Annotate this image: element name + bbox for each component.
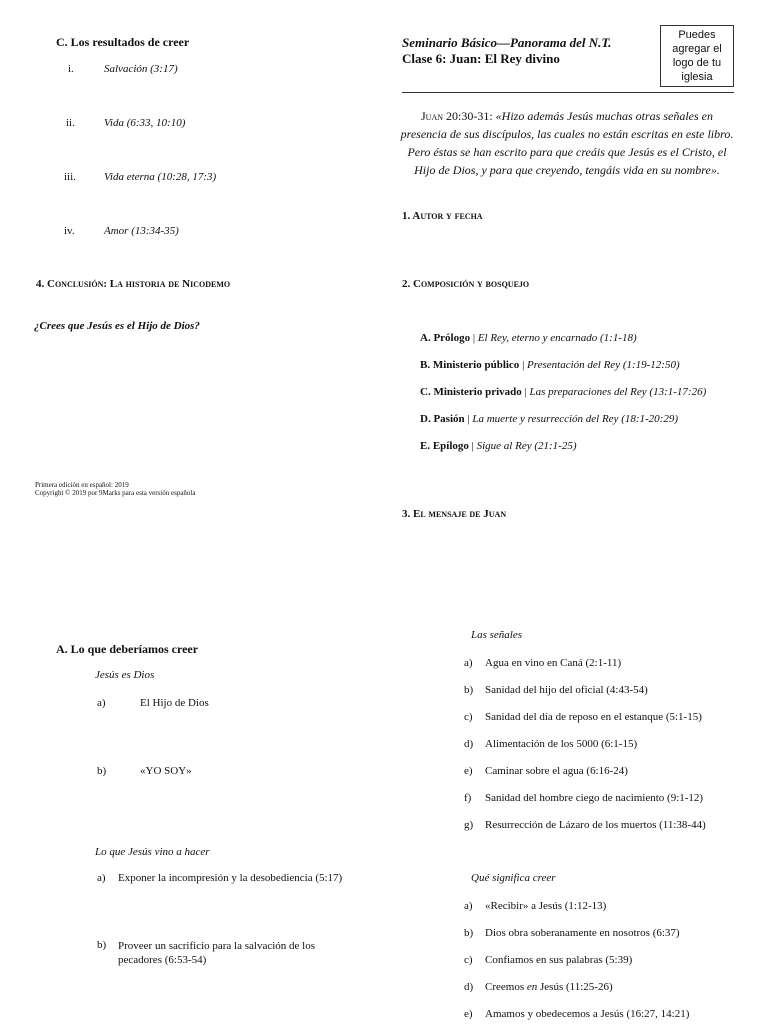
list-letter: a): [464, 657, 473, 669]
section-1-title: 1. Autor y fecha: [402, 210, 483, 222]
header-rule: [402, 92, 734, 93]
list-item: [485, 981, 613, 993]
list-item: Exponer la incompresión y la desobediencia (5:17): [118, 872, 343, 884]
nicodemus-question: ¿Crees que Jesús es el Hijo de Dios?: [34, 320, 200, 332]
list-letter: a): [97, 872, 106, 884]
list-letter: a): [97, 697, 106, 709]
class-title: Clase 6: Juan: El Rey divino: [402, 51, 560, 66]
list-item: Amamos y obedecemos a Jesús (16:27, 14:21): [485, 1008, 690, 1020]
section-3-title: 3. El mensaje de Juan: [402, 508, 507, 520]
list-item: Resurrección de Lázaro de los muertos (11:38-44): [485, 819, 706, 831]
list-letter: e): [464, 1008, 473, 1020]
list-item: Proveer un sacrificio para la salvación de los pecadores (6:53-54): [118, 940, 316, 966]
outline-label: C. Ministerio privado: [420, 386, 522, 398]
list-item: Sanidad del día de reposo en el estanque (5:1-15): [485, 711, 702, 723]
list-item: Confiamos en sus palabras (5:39): [485, 954, 633, 966]
result-text: Salvación (3:17): [104, 63, 178, 75]
outline-separator: |: [464, 413, 473, 425]
outline-item: [420, 359, 680, 371]
subheading-jesus-es-dios: Jesús es Dios: [95, 669, 155, 681]
list-letter: d): [464, 738, 474, 750]
result-num: ii.: [66, 117, 75, 129]
list-item-emphasis: en: [526, 981, 538, 993]
list-item-pre: Creemos: [485, 981, 527, 993]
list-item-post: Jesús (11:25-26): [537, 981, 613, 993]
list-item: «YO SOY»: [140, 765, 192, 777]
outline-text: Las preparaciones del Rey (13:1-17:26): [529, 386, 707, 398]
result-text: Vida (6:33, 10:10): [104, 117, 186, 129]
list-letter: a): [464, 900, 473, 912]
list-item: El Hijo de Dios: [140, 697, 209, 709]
result-num: i.: [68, 63, 74, 75]
logo-placeholder-box: [660, 25, 734, 87]
list-letter: f): [464, 792, 472, 804]
result-num: iv.: [64, 225, 75, 237]
list-item: Agua en vino en Caná (2:1-11): [485, 657, 622, 669]
result-num: iii.: [64, 171, 76, 183]
list-item: Dios obra soberanamente en nosotros (6:37): [485, 927, 680, 939]
outline-item: [420, 332, 637, 344]
outline-item: [420, 386, 706, 398]
list-letter: b): [97, 939, 107, 951]
outline-separator: |: [470, 332, 478, 344]
section-a-title: A. Lo que deberíamos creer: [56, 642, 199, 656]
outline-text: La muerte y resurrección del Rey (18:1-20:29): [472, 413, 679, 425]
subheading-vino-a-hacer: Lo que Jesús vino a hacer: [95, 846, 210, 858]
outline-text: Sigue al Rey (21:1-25): [476, 440, 577, 452]
list-letter: c): [464, 711, 473, 723]
list-letter: e): [464, 765, 473, 777]
outline-label: E. Epílogo: [420, 440, 469, 452]
key-verse-text: «Hizo además Jesús muchas otras señales en presencia de sus discípulos, las cuales no están escritas en este libro. Pero éstas se han escrito para que creáis que Jesús es el Cristo, el Hijo de Dios, y para que creyendo, tengáis vida en su nombre».: [400, 109, 734, 177]
series-title: Seminario Básico—Panorama del N.T.: [402, 35, 612, 50]
key-verse: [398, 107, 736, 179]
outline-item: [420, 413, 678, 425]
outline-label: B. Ministerio público: [420, 359, 520, 371]
conclusion-title: 4. Conclusión: La historia de Nicodemo: [36, 278, 231, 290]
list-letter: g): [464, 819, 474, 831]
result-text: Amor (13:34-35): [104, 225, 179, 237]
outline-separator: |: [519, 359, 528, 371]
list-item: Sanidad del hijo del oficial (4:43-54): [485, 684, 648, 696]
outline-separator: |: [468, 440, 477, 452]
outline-text: Presentación del Rey (1:19-12:50): [527, 359, 680, 371]
section-c-title: C. Los resultados de creer: [56, 35, 190, 49]
list-item: Alimentación de los 5000 (6:1-15): [485, 738, 638, 750]
outline-text: El Rey, eterno y encarnado (1:1-18): [477, 332, 637, 344]
copyright-note: Copyright © 2019 por 9Marks para esta versión española: [35, 489, 196, 497]
list-item: Sanidad del hombre ciego de nacimiento (9:1-12): [485, 792, 704, 804]
outline-item: [420, 440, 577, 452]
subheading-senales: Las señales: [471, 629, 523, 641]
list-letter: c): [464, 954, 473, 966]
edition-note: Primera edición en español: 2019: [35, 481, 129, 489]
list-letter: b): [464, 927, 474, 939]
section-2-title: 2. Composición y bosquejo: [402, 278, 530, 290]
list-letter: b): [464, 684, 474, 696]
list-letter: d): [464, 981, 474, 993]
outline-separator: |: [521, 386, 530, 398]
list-item: Caminar sobre el agua (6:16-24): [485, 765, 628, 777]
outline-label: A. Prólogo: [420, 332, 471, 344]
outline-label: D. Pasión: [420, 413, 465, 425]
key-verse-reference: Juan 20:30-31:: [421, 109, 493, 123]
list-letter: b): [97, 765, 107, 777]
subheading-que-significa-creer: Qué significa creer: [471, 872, 556, 884]
logo-placeholder-text: Puedes agregar el logo de tu iglesia: [672, 29, 722, 83]
list-item: «Recibir» a Jesús (1:12-13): [485, 900, 607, 912]
result-text: Vida eterna (10:28, 17:3): [104, 171, 217, 183]
